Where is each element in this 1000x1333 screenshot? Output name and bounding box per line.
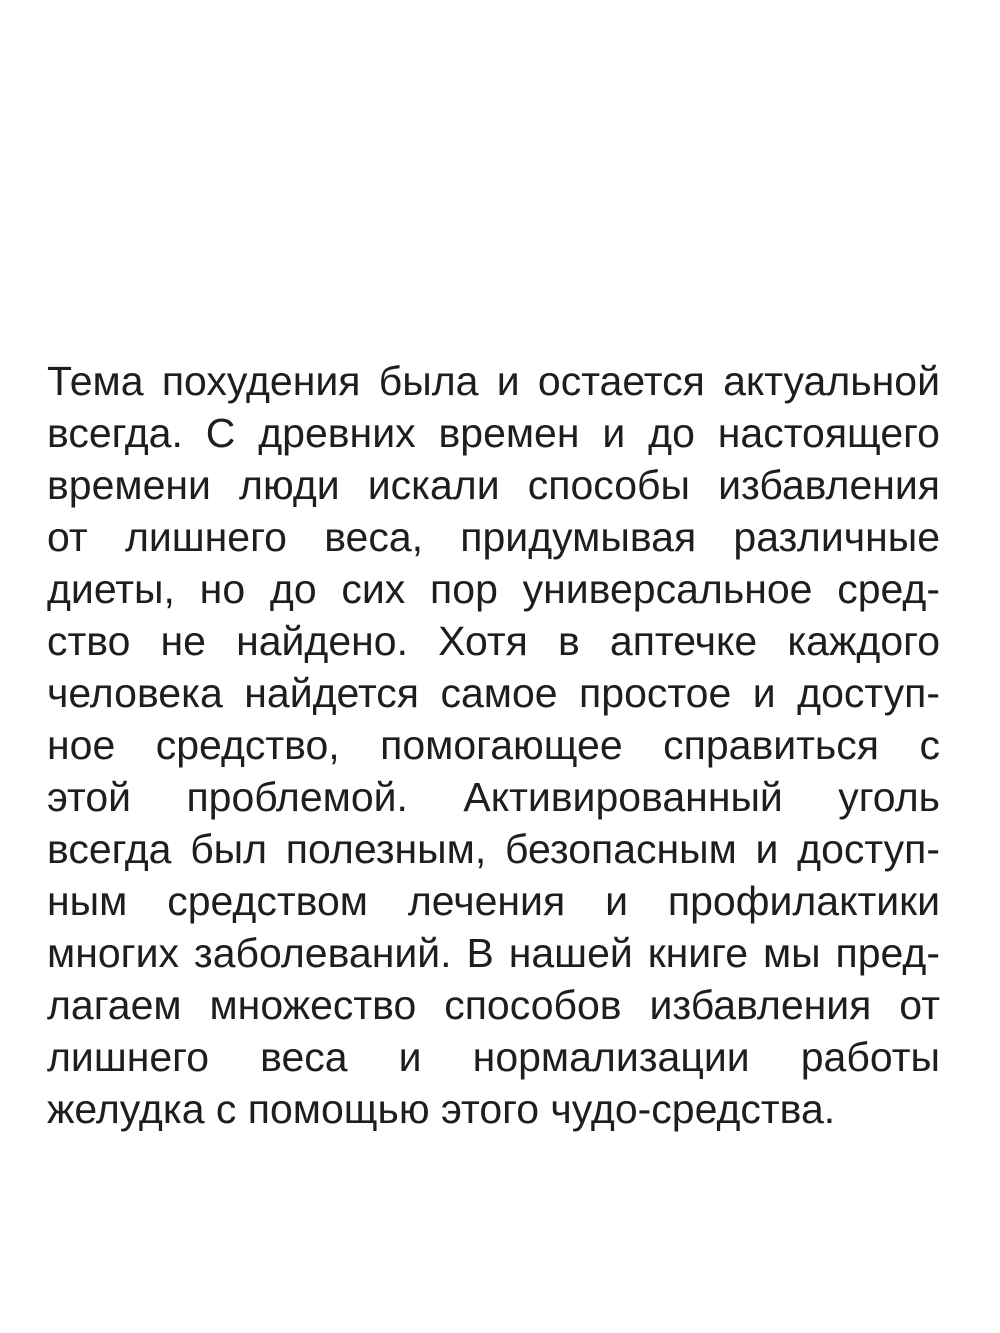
text-line: диеты, но до сих пор универсальное сред- (47, 566, 940, 612)
text-line: человека найдется самое простое и доступ- (47, 670, 940, 716)
text-line-last: желудка с помощью этого чудо-средства. (47, 1086, 836, 1132)
text-line: времени люди искали способы избавления (47, 462, 940, 508)
text-line: лагаем множество способов избавления от (47, 982, 940, 1028)
text-line: лишнего веса и нормализации работы (47, 1034, 940, 1080)
text-line: всегда. С древних времен и до настоящего (47, 410, 940, 456)
body-paragraph (47, 355, 940, 1135)
text-line: этой проблемой. Активированный уголь (47, 774, 940, 820)
text-line: многих заболеваний. В нашей книге мы пред- (47, 930, 940, 976)
text-line: Тема похудения была и остается актуальной (47, 358, 940, 404)
text-line: ным средством лечения и профилактики (47, 878, 940, 924)
text-line: ное средство, помогающее справиться с (47, 722, 940, 768)
text-line: от лишнего веса, придумывая различные (47, 514, 940, 560)
text-line: всегда был полезным, безопасным и доступ- (47, 826, 940, 872)
text-line: ство не найдено. Хотя в аптечке каждого (47, 618, 940, 664)
